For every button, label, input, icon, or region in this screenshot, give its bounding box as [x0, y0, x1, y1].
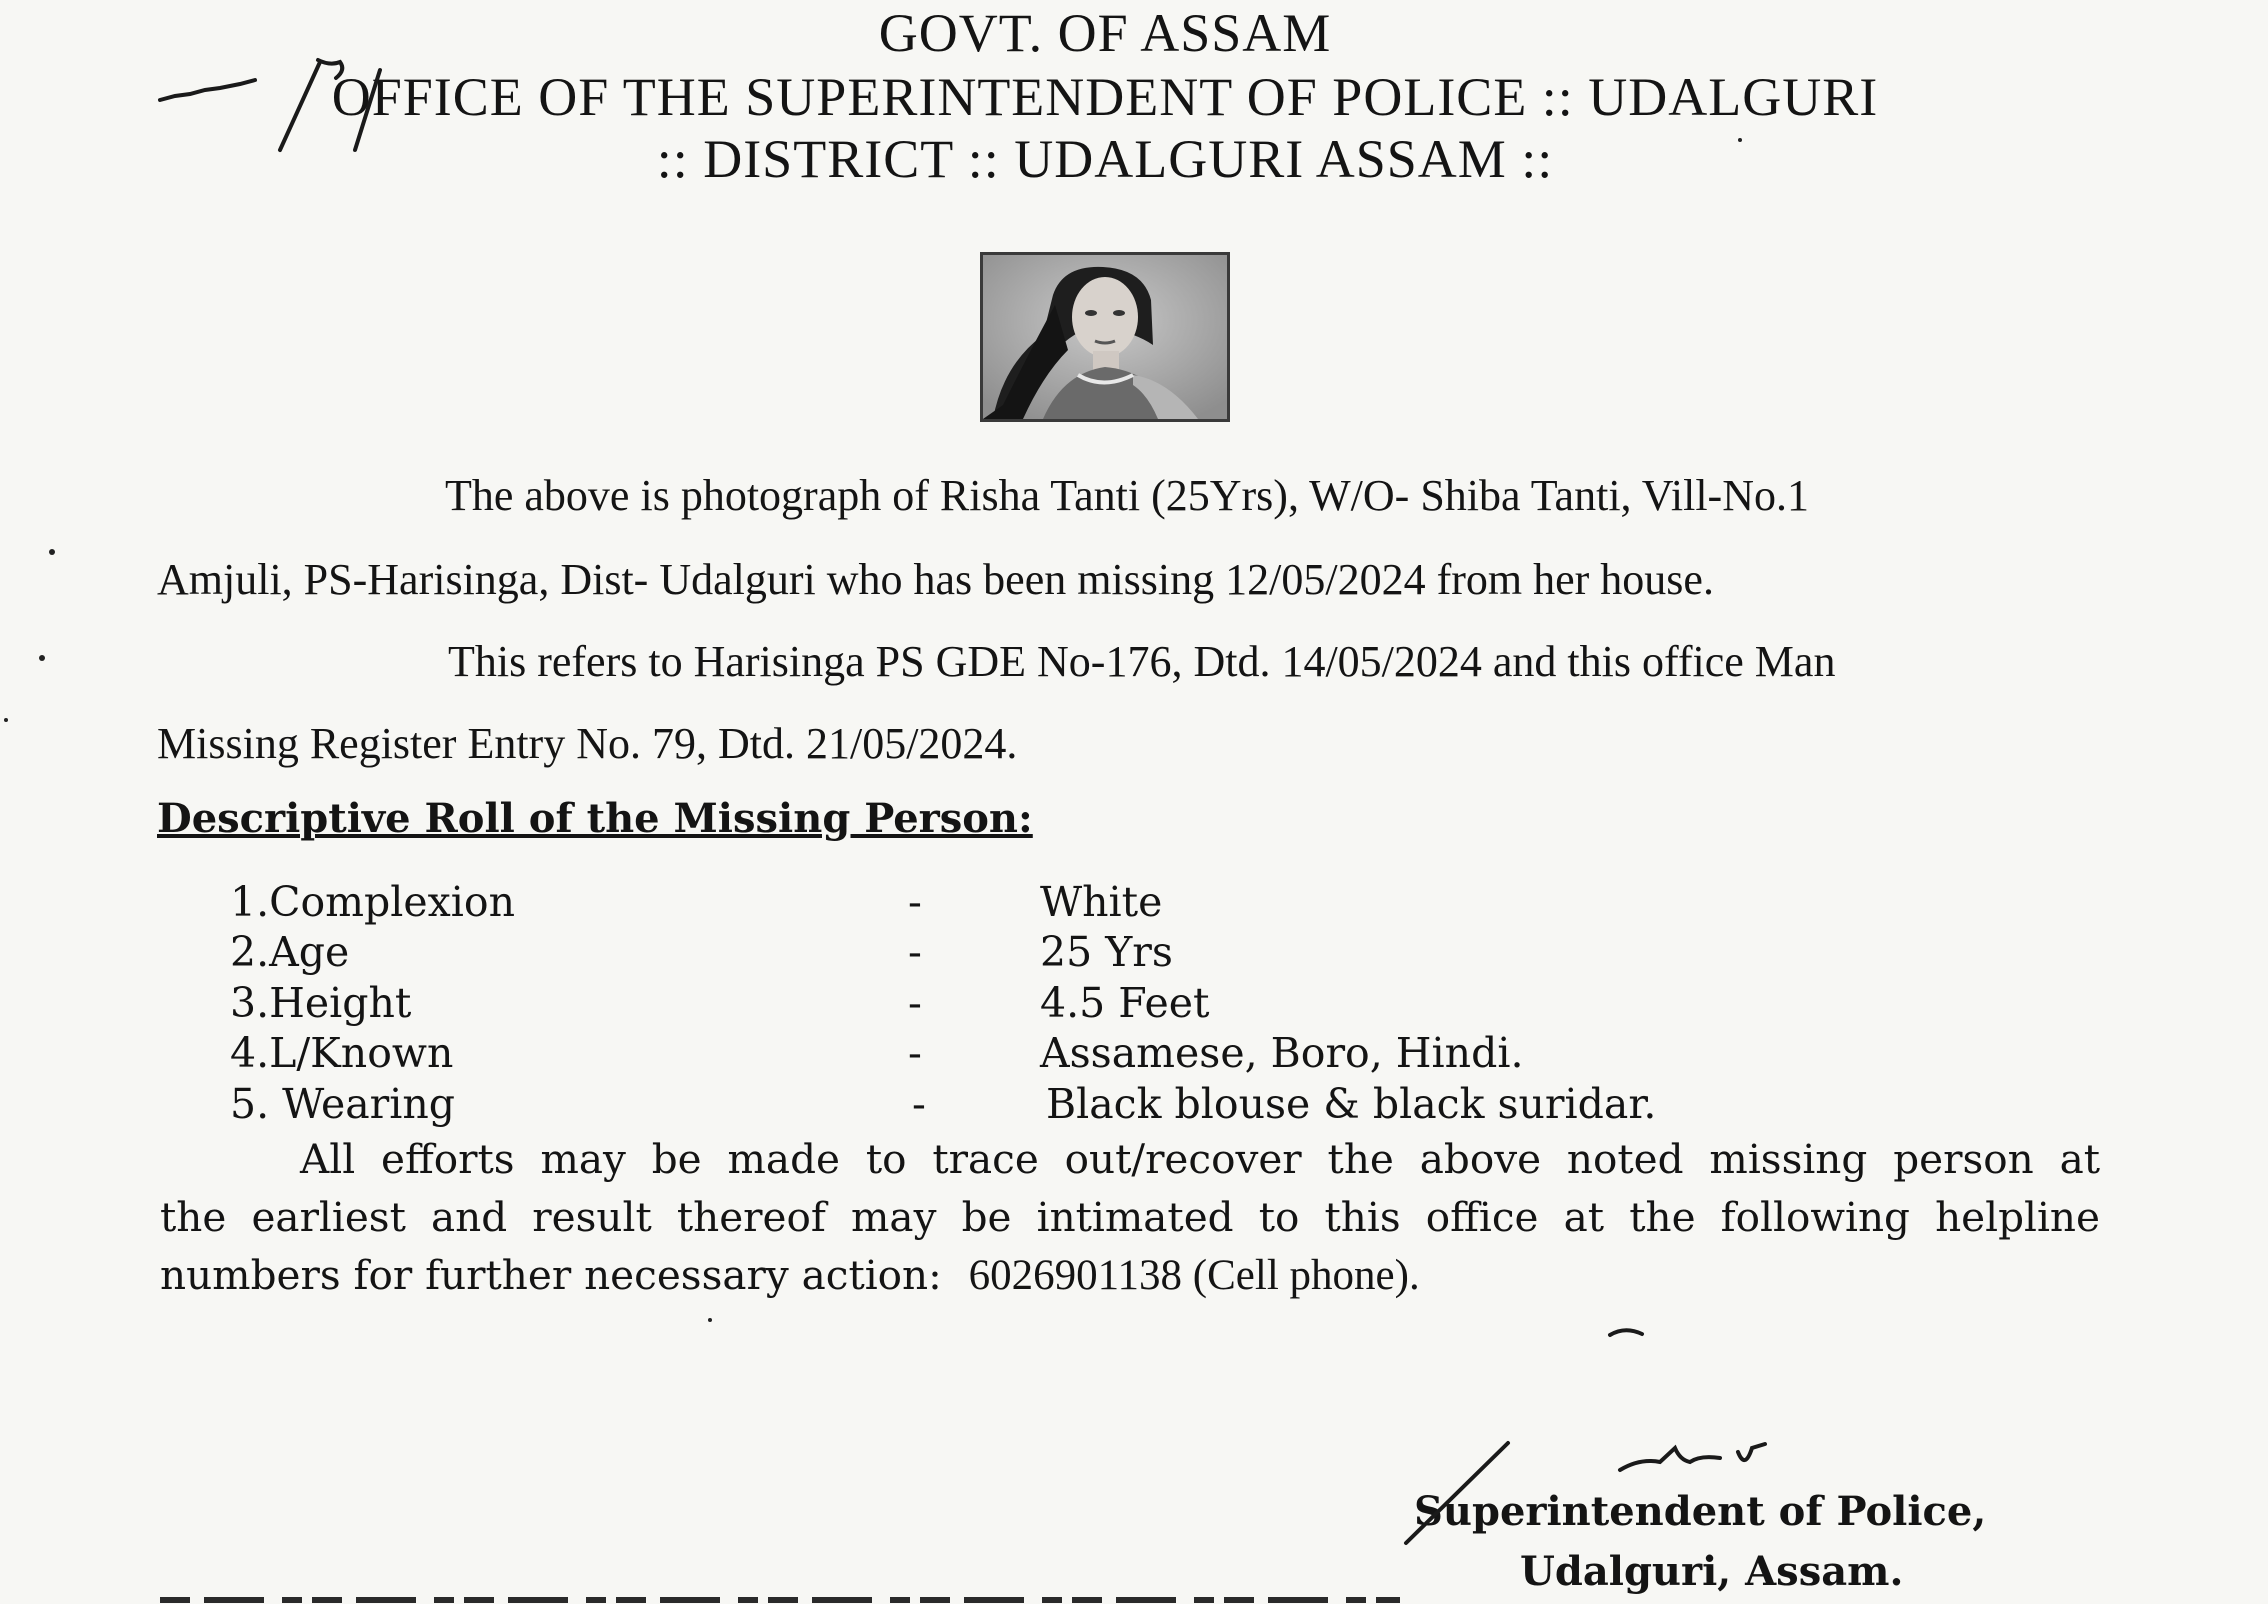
roll-row-languages — [0, 1029, 2268, 1079]
para2-line2: Missing Register Entry No. 79, Dtd. 21/05/2024. — [157, 719, 1018, 768]
roll-value: 25 Yrs — [1040, 928, 1173, 976]
roll-separator: - — [908, 878, 922, 926]
roll-label: 1.Complexion — [230, 878, 515, 926]
roll-row-age — [0, 928, 2268, 978]
roll-label: 3.Height — [230, 979, 412, 1027]
office-heading: OFFICE OF THE SUPERINTENDENT OF POLICE :: UDALGURI — [331, 67, 1879, 127]
roll-separator: - — [908, 928, 922, 976]
signatory-place: Udalguri, Assam. — [1520, 1548, 1904, 1595]
roll-value: Black blouse & black suridar. — [1046, 1080, 1657, 1128]
signatory-title: Superintendent of Police, — [1414, 1488, 1987, 1535]
para1-line2: Amjuli, PS-Harisinga, Dist- Udalguri who has been missing 12/05/2024 from her house. — [157, 555, 1714, 604]
photo-image — [983, 255, 1227, 419]
closing-line2: the earliest and result thereof may be intimated to this office at the following helpline — [160, 1193, 2100, 1241]
roll-label: 2.Age — [230, 928, 350, 976]
roll-label: 4.L/Known — [230, 1029, 454, 1077]
roll-label: 5. Wearing — [230, 1080, 456, 1128]
closing-line1: All efforts may be made to trace out/recover the above noted missing person at — [300, 1135, 2100, 1183]
district-heading: :: DISTRICT :: UDALGURI ASSAM :: — [656, 129, 1554, 189]
descriptive-roll-heading: Descriptive Roll of the Missing Person: — [157, 795, 1033, 842]
roll-separator: - — [912, 1080, 926, 1128]
para2-line1: This refers to Harisinga PS GDE No-176, Dtd. 14/05/2024 and this office Man — [448, 637, 1836, 686]
roll-row-complexion — [0, 878, 2268, 928]
closing-line3 — [160, 1251, 2100, 1300]
helpline-number: 6026901138 (Cell phone). — [968, 1252, 1420, 1299]
roll-value: 4.5 Feet — [1040, 979, 1210, 1027]
roll-value: White — [1040, 878, 1163, 926]
roll-value: Assamese, Boro, Hindi. — [1040, 1029, 1524, 1077]
roll-row-wearing — [0, 1080, 2268, 1130]
roll-separator: - — [908, 1029, 922, 1077]
missing-person-photo — [980, 252, 1230, 422]
roll-separator: - — [908, 979, 922, 1027]
govt-heading: GOVT. OF ASSAM — [878, 3, 1332, 63]
roll-row-height — [0, 979, 2268, 1029]
closing-line3-prefix: numbers for further necessary action: — [160, 1251, 942, 1299]
para1-line1: The above is photograph of Risha Tanti (25Yrs), W/O- Shiba Tanti, Vill-No.1 — [445, 471, 1809, 520]
